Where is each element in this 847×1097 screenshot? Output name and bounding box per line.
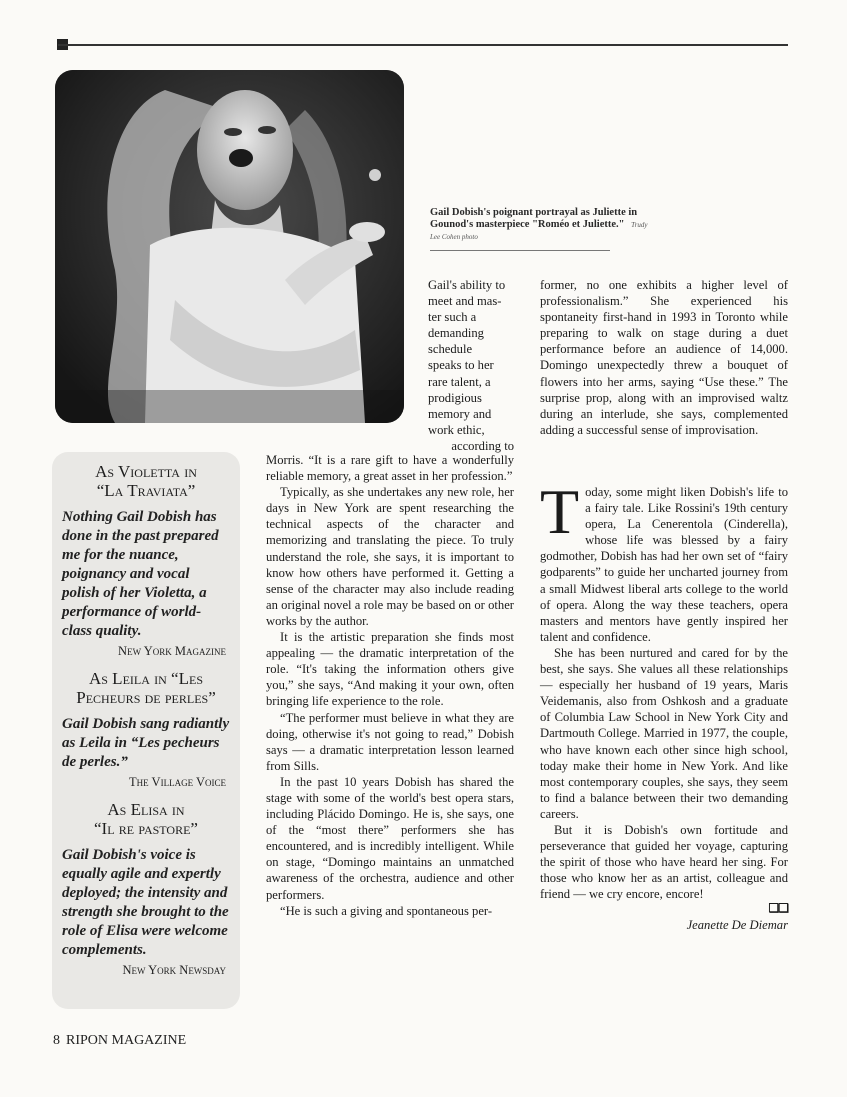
- page-number: 8: [53, 1033, 60, 1048]
- paragraph: Morris. “It is a rare gift to have a wonderfully reliable memory, a great asset in her profession.”: [266, 453, 514, 484]
- paragraph-text: oday, some might liken Dobish's life to a fairy tale. Like Rossini's 19th century opera, La Cenerentola (Cinderella), whose life was blessed by a fairy godmother, Dobish has had her own set of “fairy godparents” to guide her uncharted journey from a small Midwest liberal arts college to the world of opera. Along the way these teachers, opera masters and mentors have gently inspired her talent and confidence.: [540, 485, 788, 644]
- end-mark-icon: ❑❑: [768, 901, 788, 916]
- author-byline: Jeanette De Diemar: [686, 917, 788, 932]
- narrow-line: demanding: [428, 326, 484, 341]
- article-column-3-bottom: [540, 476, 788, 933]
- caption-rule: [430, 250, 610, 251]
- opera-singer-photo: [55, 70, 404, 423]
- review-title-line: Pecheurs de perles”: [76, 688, 216, 707]
- review-title-line: As Elisa in: [107, 800, 185, 819]
- review-source: New York Newsday: [122, 963, 226, 977]
- narrow-line: prodigious: [428, 390, 482, 405]
- review-title: [62, 800, 230, 838]
- publication-name: RIPON MAGAZINE: [66, 1033, 187, 1048]
- review-source: The Village Voice: [129, 775, 226, 789]
- review-title: [62, 462, 230, 500]
- reviews-sidebar: [52, 452, 240, 1009]
- paragraph: Typically, as she undertakes any new role, her days in New York are spent researching the technical aspects of the character and memorizing and translating the piece. To truly understand the role, she says, it is important to know how others have performed it. Getting a sense of the character may also include reading an original novel a role may be based on or other works by the author.: [266, 485, 514, 628]
- paragraph: But it is Dobish's own fortitude and perseverance that guided her voyage, capturing the spirit of those who have heard her sing. For those who know her as an artist, colleague and friend — we cry encore, encore!: [540, 822, 788, 902]
- article-narrow-column: [428, 277, 514, 454]
- narrow-line: schedule: [428, 342, 473, 357]
- narrow-line: ter such a: [428, 310, 477, 325]
- paragraph: “He is such a giving and spontaneous per-: [280, 903, 493, 918]
- paragraph: former, no one exhibits a higher level of professionalism.” She experienced his spontaneity first-hand in 1993 in Toronto while preparing to walk on stage during a duet performance before an audience of 14,000. Domingo unexpectedly threw a bouquet of flowers into her arms, saying “Use these.” The surprise prop, along with an improvised waltz during an interlude, she says, complemented adding a successful sense of improvisation.: [540, 278, 788, 437]
- narrow-line: memory and: [428, 406, 492, 421]
- review-quote: Nothing Gail Dobish has done in the past prepared me for the nuance, poignancy and vocal polish of her Violetta, a performance of world-class quality.: [62, 509, 219, 639]
- drop-cap: T: [540, 476, 580, 547]
- photo-caption: [430, 207, 650, 243]
- narrow-line: rare talent, a: [428, 374, 491, 389]
- paragraph: It is the artistic preparation she finds most appealing — the dramatic interpretation of the role. “It's taking the information others give you,” she says, “And making it your own, often bringing life experience to the role.: [266, 630, 514, 709]
- review-title-line: “La Traviata”: [96, 481, 196, 500]
- review-title-line: “Il re pastore”: [94, 819, 198, 838]
- review-quote: Gail Dobish sang radiantly as Leila in “Les pecheurs de perles.”: [62, 716, 230, 770]
- paragraph: In the past 10 years Dobish has shared the stage with some of the world's best opera stars, including Plácido Domingo. He is, she says, one of the “most there” performers she has encountered, and is incredibly intelligent. While on stage, “Domingo maintains an unmatched awareness of the orchestra, audience and other performers.: [266, 774, 514, 902]
- caption-text: Gail Dobish's poignant portrayal as Juliette in Gounod's masterpiece "Roméo et Juliette.": [430, 207, 638, 230]
- review-source: New York Magazine: [118, 644, 226, 658]
- narrow-line: speaks to her: [428, 358, 494, 373]
- article-column-3-top: [540, 277, 788, 438]
- review-quote: Gail Dobish's voice is equally agile and expertly deployed; the intensity and strength she brought to the role of Elisa were welcome complements.: [62, 847, 229, 958]
- review-title: [62, 669, 230, 707]
- page-footer: [53, 1033, 186, 1049]
- review-title-line: As Leila in “Les: [88, 669, 203, 688]
- photo-illustration: [55, 70, 404, 423]
- narrow-line-end: according to: [451, 438, 514, 453]
- review-title-line: As Violetta in: [95, 462, 197, 481]
- paragraph: She has been nurtured and cared for by the best, she says. She values all these relationships — especially her husband of 19 years, Maris Veidemanis, also from Oshkosh and a graduate of Columbia Law School in New York City and Dartmouth College. Married in 1977, the couple, who have known each other since high school, today make their home in New York. And like most contemporary couples, she says, they seem to find a balance between their two demanding careers.: [540, 645, 788, 821]
- article-column-2: [266, 452, 514, 919]
- header-rule: [58, 44, 788, 46]
- paragraph: “The performer must believe in what they are doing, otherwise it's not going to read,” Dobish says — a dramatic interpretation lesson learned from Sills.: [266, 710, 514, 773]
- photo-credit: Trudy Lee Cohen photo: [430, 221, 648, 241]
- narrow-line: work ethic,: [428, 422, 485, 437]
- narrow-line: meet and mas-: [428, 294, 502, 309]
- narrow-line: Gail's ability to: [428, 278, 506, 292]
